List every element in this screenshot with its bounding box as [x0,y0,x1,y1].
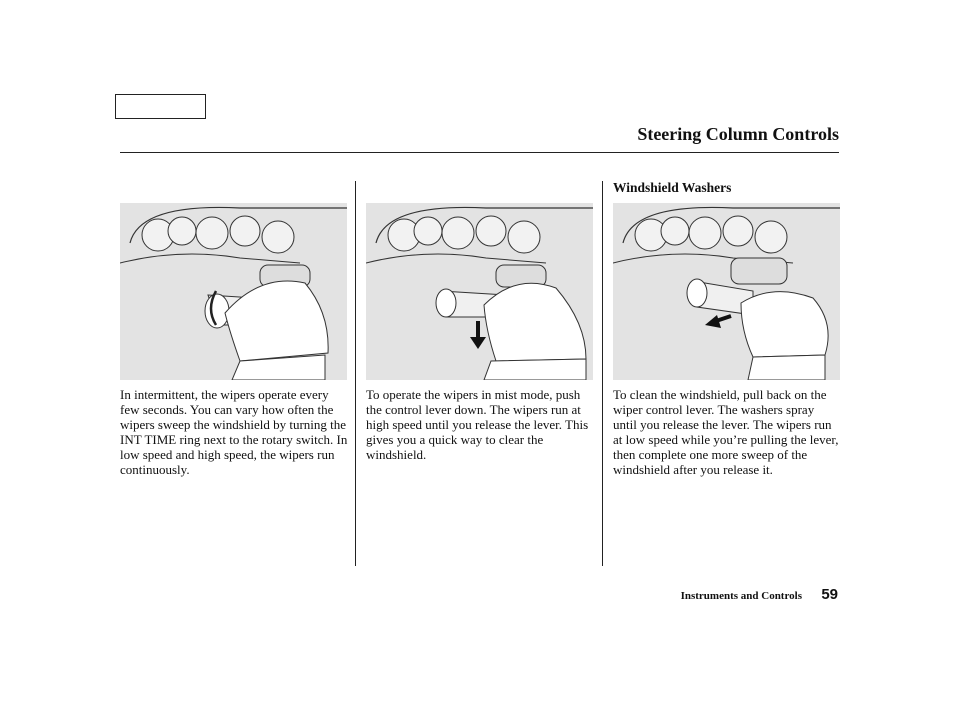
body-text-intermittent [120,387,350,477]
paragraph-intermittent: In intermittent, the wipers operate every few seconds. You can vary how often the wipers sweep the windshield by turning the INT TIME ring next to the rotary switch. In low speed and high speed, the wipers run continuously. [120,387,348,477]
illustration-int-time-ring [120,203,347,380]
column-divider-2 [602,181,603,566]
footer-section-name: Instruments and Controls [680,590,802,602]
paragraph-washers: To clean the windshield, pull back on the wiper control lever. The washers spray until you release the lever. The wipers run at low speed while you’re pulling the lever, then complete one more sweep of the windshield after you release it. [613,387,839,477]
body-text-washers [613,387,841,477]
nav-tab-box[interactable] [115,94,206,119]
section-heading-washers: Windshield Washers [613,180,732,195]
paragraph-mist: To operate the wipers in mist mode, push the control lever down. The wipers run at high speed until you release the lever. This gives you a quick way to clear the windshield. [366,387,589,462]
page-number: 59 [821,586,838,603]
column-divider-1 [355,181,356,566]
page-title: Steering Column Controls [637,124,839,144]
illustration-mist-mode [366,203,593,380]
title-divider [120,152,839,153]
body-text-mist [366,387,596,462]
illustration-washers [613,203,840,380]
